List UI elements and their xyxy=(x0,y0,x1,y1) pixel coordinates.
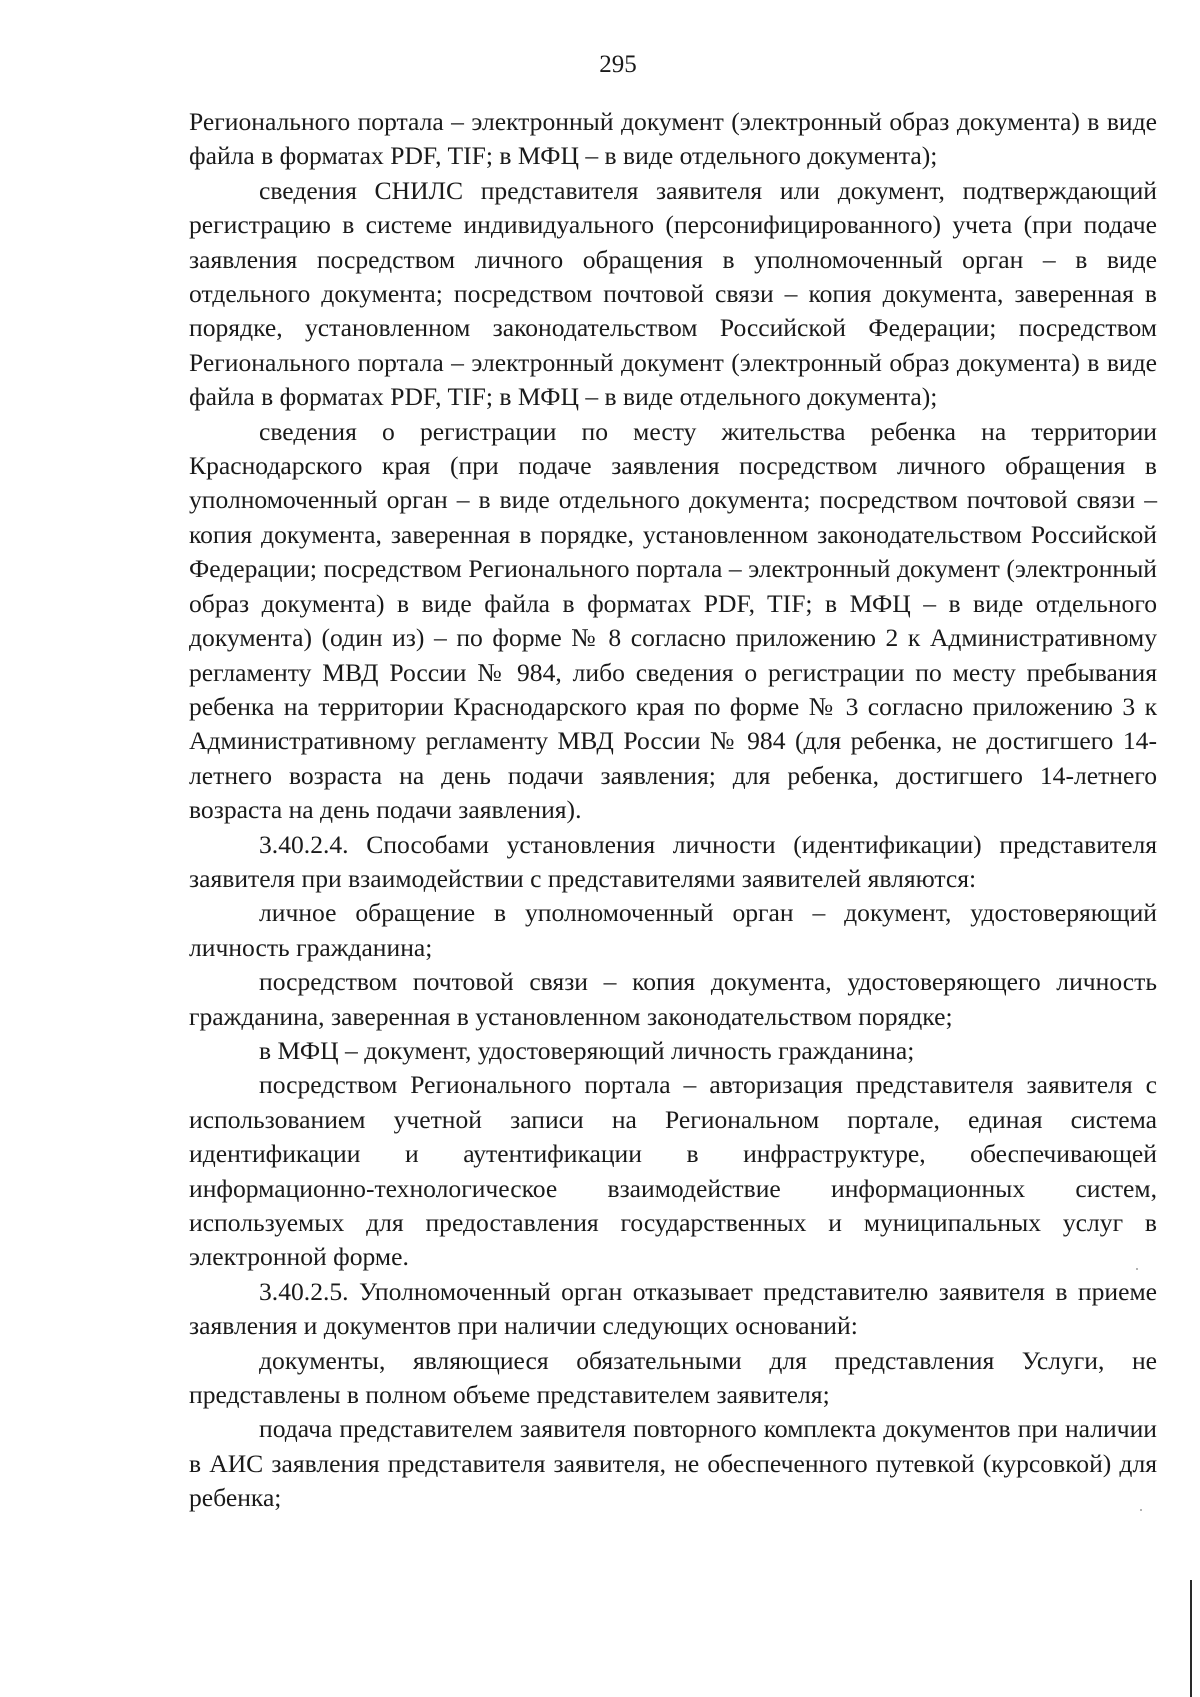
paragraph-personal-appeal: личное обращение в уполномоченный орган – документ, удостоверяющий личность гражданина; xyxy=(189,898,1157,962)
paragraph-postal: посредством почтовой связи – копия документа, удостоверяющего личность гражданина, заверенная в установленном законодательством порядке; xyxy=(189,967,1157,1031)
paragraph-regional-portal: посредством Регионального портала – авторизация представителя заявителя с использованием учетной записи на Региональном портале, единая система идентификации и аутентификации в инфраструктуре, обеспечивающей информационно-технологическое взаимодействие информационных систем, используемых для предоставления государственных и муниципальных услуг в электронной форме. xyxy=(189,1070,1157,1272)
paragraph-3-40-2-5: 3.40.2.5. Уполномоченный орган отказывает представителю заявителя в приеме заявления и документов при наличии следующих оснований: xyxy=(189,1276,1157,1341)
paragraph-snils: сведения СНИЛС представителя заявителя или документ, подтверждающий регистрацию в системе индивидуального (персонифицированного) учета (при подаче заявления посредством личного обращения в уполномоченный орган – в виде отдельного документа; посредством почтовой связи – копия документа, заверенная в порядке, установленном законодательством Российской Федерации; посредством Регионального портала – электронный документ (электронный образ документа) в виде файла в форматах PDF, TIF; в МФЦ – в виде отдельного документа); xyxy=(189,175,1157,412)
paragraph-repeat-submission: подача представителем заявителя повторного комплекта документов при наличии в АИС заявления представителя заявителя, не обеспеченного путевкой (курсовкой) для ребенка; xyxy=(189,1414,1157,1513)
document-body xyxy=(189,105,1157,1516)
scan-speck xyxy=(1136,1268,1138,1270)
paragraph-incomplete-documents: документы, являющиеся обязательными для представления Услуги, не представлены в полном объеме представителем заявителя; xyxy=(189,1345,1157,1410)
paragraph-3-40-2-4: 3.40.2.4. Способами установления личности (идентификации) представителя заявителя при взаимодействии с представителями заявителей являются: xyxy=(189,829,1157,893)
paragraph-residence-registration: сведения о регистрации по месту жительства ребенка на территории Краснодарского края (при подаче заявления посредством личного обращения в уполномоченный орган – в виде отдельного документа; посредством почтовой связи – копия документа, заверенная в порядке, установленном законодательством Российской Федерации; посредством Регионального портала – электронный документ (электронный образ документа) в виде файла в форматах PDF, TIF; в МФЦ – в виде отдельного документа) (один из) – по форме № 8 согласно приложению 2 к Административному регламенту МВД России № 984, либо сведения о регистрации по месту пребывания ребенка на территории Краснодарского края по форме № 3 согласно приложению 3 к Административному регламенту МВД России № 984 (для ребенка, не достигшего 14-летнего возраста на день подачи заявления; для ребенка, достигшего 14-летнего возраста на день подачи заявления). xyxy=(189,416,1157,825)
paragraph-mfc: в МФЦ – документ, удостоверяющий личность гражданина; xyxy=(259,1035,915,1065)
scan-edge-mark xyxy=(1190,1580,1192,1697)
paragraph-continuation: Регионального портала – электронный документ (электронный образ документа) в виде файла в форматах PDF, TIF; в МФЦ – в виде отдельного документа); xyxy=(189,107,1157,171)
scan-speck xyxy=(1140,1509,1142,1511)
page-number: 295 xyxy=(599,51,637,78)
